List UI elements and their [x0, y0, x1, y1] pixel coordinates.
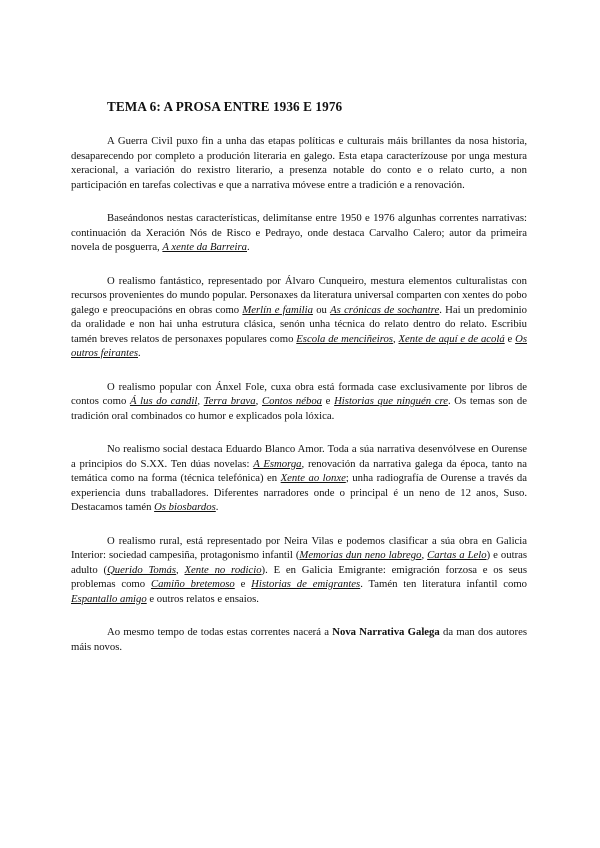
work-title-escola-de-mencineiros: Escola de menciñeiros [296, 332, 393, 345]
paragraph-text: e outros relatos e ensaios. [146, 592, 259, 605]
paragraph-text: , renovación da narrativa galega da época, tanto na temática como na forma (técnica telefónica) en [71, 457, 527, 484]
paragraph-text: e [504, 332, 516, 345]
paragraph-text: , [255, 395, 262, 407]
work-title-cartas-a-lelo: Cartas a Lelo [427, 549, 487, 561]
paragraph-realismo-rural [71, 534, 527, 607]
paragraph-correntes [71, 211, 527, 255]
work-title-as-cronicas-de-sochantre: As crónicas de sochantre [330, 303, 440, 316]
paragraph-text: Ao mesmo tempo de todas estas correntes nacerá a [107, 626, 333, 638]
work-title-memorias-dun-neno-labrego: Memorias dun neno labrego [299, 549, 422, 561]
work-title-historias-de-emigrantes: Historias de emigrantes [251, 578, 361, 590]
paragraph-text: . [138, 347, 141, 359]
paragraph-text: ) e outras adulto ( [71, 549, 528, 576]
document-body [71, 134, 527, 673]
paragraph-text: . Hai un predominio da oralidade e non hai unha estrutura clásica, senón unha técnica do relato dentro do relato. Escribiu tamén breves relatos de personaxes populares como [71, 303, 527, 345]
paragraph-realismo-fantastico [71, 274, 527, 361]
work-title-a-lus-do-candil: Á lus do candil [129, 395, 198, 407]
paragraph-text: . [247, 241, 250, 253]
paragraph-text: ; unha radiografía de Ourense a través da experiencia duns traballadores. Diferentes narradores onde o principal é un neno de 12 anos, Suso. Destacamos tamén [71, 472, 528, 513]
work-title-historias-que-ninguen-cre: Historias que ninguén cre [334, 395, 448, 407]
paragraph-text: , [392, 332, 399, 345]
work-title-a-xente-da-barreira: A xente da Barreira [162, 241, 247, 253]
work-title-terra-brava: Terra brava [203, 395, 256, 407]
paragraph-realismo-social [71, 442, 527, 515]
paragraph-text: e [234, 578, 252, 590]
bold-term-nova-narrativa-galega: Nova Narrativa Galega [332, 626, 440, 638]
work-title-querido-tomas: Querido Tomás [107, 563, 176, 576]
paragraph-nova-narrativa [71, 625, 527, 654]
work-title-os-outros-feirantes: Os outros feirantes [71, 332, 528, 359]
paragraph-text: , [421, 549, 428, 561]
paragraph-text: O realismo fantástico, representado por Álvaro Cunqueiro, mestura elementos culturalistas con recursos provenientes do mundo popular. Personaxes da literatura universal comparten con xentes do pobo galego e preocupacións en obras como [71, 274, 527, 316]
work-title-os-biosbardos: Os biosbardos [154, 501, 216, 513]
paragraph-text: , [197, 395, 204, 407]
work-title-xente-de-aqui-e-de-acola: Xente de aquí e de acolá [398, 332, 505, 345]
work-title-espantallo-amigo: Espantallo amigo [71, 592, 147, 605]
paragraph-text: ). E en Galicia Emigrante: emigración forzosa e os seus problemas como [71, 563, 527, 590]
work-title-merlin-e-familia: Merlín e familia [242, 303, 313, 316]
paragraph-text: . Os temas son de tradición oral combinados co humor e explicados pola lóxica. [71, 395, 527, 422]
work-title-xente-no-rodicio: Xente no rodicio [184, 563, 262, 576]
paragraph-text: Baseándonos nestas características, delimítanse entre 1950 e 1976 algunhas correntes narrativas: continuación da Xeración Nós de Risco e Pedrayo, onde destaca Carvalho Calero; autor da primeira novela de posguerra, [71, 212, 527, 253]
paragraph-realismo-popular [71, 380, 527, 424]
paragraph-text: , [176, 563, 185, 576]
page-title: TEMA 6: A PROSA ENTRE 1936 E 1976 [107, 99, 343, 114]
paragraph-text: No realismo social destaca Eduardo Blanco Amor. Toda a súa narrativa desenvólvese en Ourense a principios do S.XX. Ten dúas novelas: [71, 443, 527, 470]
paragraph-text: O realismo popular con Ánxel Fole, cuxa obra está formada case exclusivamente por libros de contos como [71, 380, 527, 407]
paragraph-text: . [215, 501, 219, 513]
paragraph-text: da man dos autores máis novos. [71, 626, 527, 653]
paragraph-guerra-civil [71, 134, 527, 192]
work-title-contos-neboa: Contos néboa [261, 395, 323, 407]
work-title-a-esmorga: A Esmorga [253, 457, 302, 470]
paragraph-text: e [322, 395, 335, 407]
work-title-xente-ao-lonxe: Xente ao lonxe [280, 472, 346, 484]
paragraph-text: A Guerra Civil puxo fin a unha das etapas políticas e culturais máis brillantes da nosa historia, desaparecendo por completo a produción literaria en galego. Esta etapa caracterízouse por unga mestura xeracional, a variación do rexistro literario, a presenza notable do conto e o relato curto, a non participación en tarefas colectivas e que a narrativa móvese entre a tradición e a renovación. [71, 135, 527, 191]
work-title-camino-bretemoso: Camiño bretemoso [150, 578, 235, 590]
paragraph-text: . Tamén ten literatura infantil como [360, 578, 527, 590]
paragraph-text: ou [312, 303, 331, 316]
paragraph-text: O realismo rural, está representado por Neira Vilas e podemos clasificar a súa obra en Galicia Interior: sociedad campesiña, protagonismo infantil ( [71, 534, 527, 561]
